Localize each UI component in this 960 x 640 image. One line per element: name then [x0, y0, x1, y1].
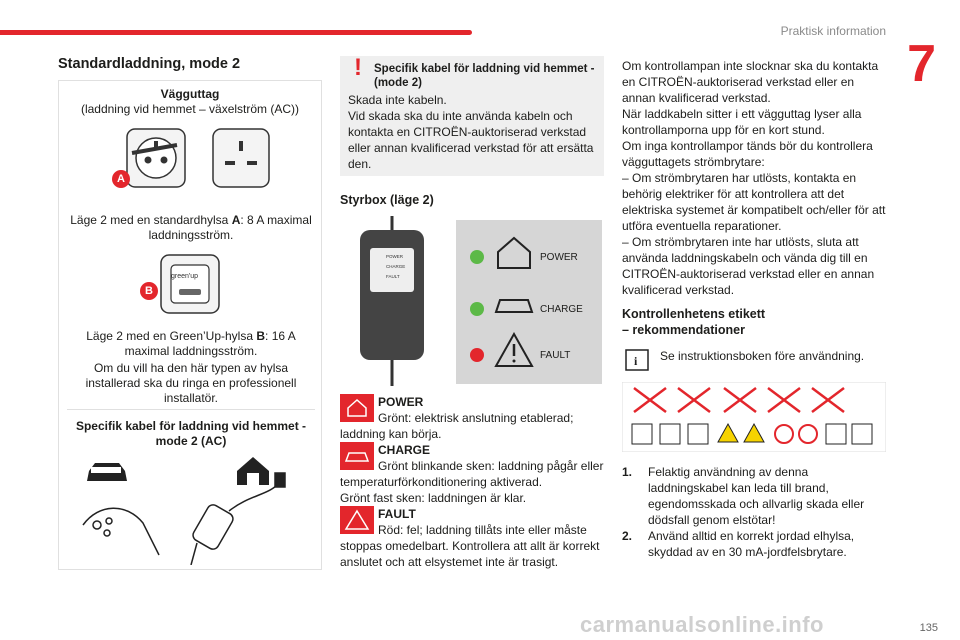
manual-note: Se instruktionsboken före användning.: [660, 349, 865, 363]
mode-b-text: Läge 2 med en Green’Up-hylsa B: 16 A maximal laddningsström.: [86, 329, 296, 358]
warning-line1: Skada inte kabeln.: [348, 93, 447, 107]
greenup-socket-icon: [159, 253, 223, 317]
cable-title: Specifik kabel för laddning vid hemmet - mode 2 (AC): [75, 419, 307, 448]
indicator-legend-panel: [456, 220, 602, 384]
control-box-figure: [340, 216, 604, 386]
column-left: [58, 56, 322, 570]
fault-led: [470, 348, 484, 362]
control-box-heading: Styrbox (läge 2): [340, 193, 434, 207]
socket-title: Vägguttag: [160, 87, 220, 101]
mode-b-note: Om du vill ha den här typen av hylsa installerad ska du ringa en professionell installatör.: [85, 361, 297, 405]
warning-box: [340, 56, 604, 176]
page-number: 135: [919, 622, 938, 634]
divider: [67, 409, 315, 410]
prohibited-symbols-row: [634, 388, 844, 412]
warning-triangle-icon: [494, 332, 534, 368]
cable-illustration: [79, 455, 309, 565]
control-box-device-icon: [344, 216, 440, 386]
charge-red-car-icon: [340, 442, 374, 470]
power-led: [470, 250, 484, 264]
house-icon: [237, 457, 269, 485]
column-right: [622, 58, 886, 560]
para-lamps-light: När laddkabeln sitter i ett vägguttag lyser alla kontrollamporna upp för en kort stund.: [622, 107, 862, 137]
label-a: A: [117, 173, 125, 185]
charge-description: CHARGE Grönt blinkande sken: laddning pågår eller temperaturförkonditionering aktiverad. Grönt fast sken: laddningen är klar.: [340, 443, 604, 505]
heading-standard-charging: Standardladdning, mode 2: [58, 56, 241, 72]
fault-description: FAULT Röd: fel; laddning tillåts inte eller måste stoppas omedelbart. Kontrollera att allt är korrekt anslutet och att elsystemet inte är trasigt.: [340, 507, 600, 569]
house-icon: [494, 234, 534, 272]
control-box-cable-icon: [191, 473, 285, 565]
para-breaker-not-tripped: – Om strömbrytaren inte har utlösts, sluta att använda laddningskabeln och vända dig till en CITROËN-auktoriserad verkstad eller en annan kvalificerad verkstad.: [622, 235, 875, 297]
socket-info-box: [58, 80, 322, 570]
para-lamp-not-off: Om kontrollampan inte slocknar ska du kontakta en CITROËN-auktoriserad verkstad eller en annan kvalificerad verkstad.: [622, 59, 879, 105]
fault-red-triangle-icon: [340, 506, 374, 534]
car-icon: [87, 463, 127, 481]
socket-uk-icon: [213, 129, 269, 187]
section-title: Praktisk information: [780, 24, 886, 38]
power-red-house-icon: [340, 394, 374, 422]
standard-sockets-illustration: [107, 125, 277, 205]
svg-text:i: i: [634, 354, 638, 368]
legend-charge-label: CHARGE: [540, 304, 583, 315]
manual-book-icon: [622, 346, 654, 372]
label-heading: Kontrollenhetens etikett – rekommendationer: [622, 307, 766, 337]
legend-power-label: POWER: [540, 252, 578, 263]
warning-line2: Vid skada ska du inte använda kabeln och kontakta en CITROËN-auktoriserad verkstad eller annan kvalificerad verkstad för att ersätta den.: [348, 109, 594, 171]
warning-title: Specifik kabel för laddning vid hemmet - (mode 2): [374, 63, 595, 89]
para-check-breaker: Om inga kontrollampor tänds bör du kontrollera vägguttagets strömbrytare:: [622, 139, 873, 169]
warning-icon: !: [354, 54, 362, 81]
header-accent-bar: [0, 30, 472, 35]
control-box-panel-labels: POWER CHARGE FAULT: [386, 254, 406, 279]
hazard-symbols-row: [632, 424, 872, 444]
para-breaker-tripped: – Om strömbrytaren har utlösts, kontakta en behörig elektriker för att kontrollera att det elektriska systemet är kompatibelt och/eller för att utföra eventuella reparationer.: [622, 171, 886, 233]
manual-note-row: [622, 346, 886, 372]
list-item-2: 2. Använd alltid en korrekt jordad elhylsa, skyddad av en 30 mA-jordfelsbrytare.: [622, 529, 855, 559]
greenup-text: green'up: [171, 273, 199, 280]
warning-label-strip: [622, 382, 886, 452]
power-description: POWER Grönt: elektrisk anslutning etablerad; laddning kan börja.: [340, 395, 574, 441]
label-b: B: [145, 285, 153, 297]
type2-connector-icon: [83, 508, 159, 555]
legend-fault-label: FAULT: [540, 350, 571, 361]
mode-a-text: Läge 2 med en standardhylsa A: 8 A maximal laddningsström.: [70, 213, 312, 242]
watermark: carmanualsonline.info: [580, 612, 824, 637]
car-outline-icon: [492, 290, 536, 320]
column-middle: [340, 56, 604, 570]
socket-subtitle: (laddning vid hemmet – växelström (AC)): [80, 102, 300, 116]
chapter-number: 7: [907, 35, 936, 93]
list-item-1: 1. Felaktig användning av denna laddningskabel kan leda till brand, egendomsskada och allvarlig skada eller dödsfall genom elstötar!: [622, 465, 865, 527]
socket-a-icon: [127, 129, 185, 187]
charge-led: [470, 302, 484, 316]
